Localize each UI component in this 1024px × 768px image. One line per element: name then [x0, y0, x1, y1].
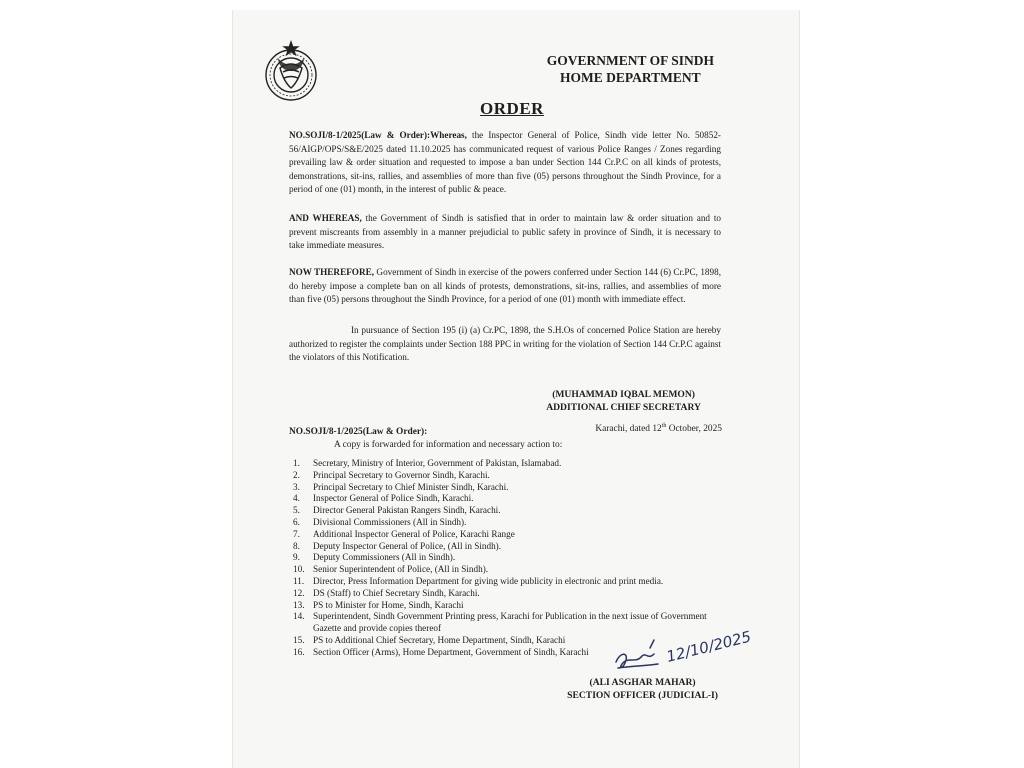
distribution-item-number: 7.: [293, 528, 300, 539]
letterhead-department: HOME DEPARTMENT: [560, 70, 701, 85]
distribution-item-text: Additional Inspector General of Police, Karachi Range: [313, 528, 515, 539]
signature-block-acs: [546, 389, 701, 414]
distribution-item-number: 15.: [293, 634, 305, 645]
distribution-item-text: Deputy Commissioners (All in Sindh).: [313, 552, 456, 563]
date-suffix: October, 2025: [666, 424, 722, 435]
distribution-item-text: Secretary, Ministry of Interior, Government of Pakistan, Islamabad.: [313, 458, 562, 468]
document-title: ORDER: [480, 99, 544, 118]
distribution-item-number: 16.: [293, 646, 305, 657]
signatory-name: (ALI ASGHAR MAHAR): [589, 677, 696, 688]
date-ordinal: th: [661, 423, 667, 429]
distribution-item-text: PS to Minister for Home, Sindh, Karachi: [313, 599, 464, 610]
copy-date: [595, 423, 722, 434]
distribution-item: [293, 493, 725, 505]
order-paragraph-and-whereas: [289, 212, 721, 253]
distribution-item-number: 6.: [293, 516, 300, 527]
copy-forwarded-intro: A copy is forwarded for information and necessary action to:: [334, 440, 563, 450]
distribution-item: [293, 482, 725, 494]
handwritten-date-text: 12/10/2025: [664, 627, 753, 666]
distribution-item-text: DS (Staff) to Chief Secretary Sindh, Karachi.: [313, 587, 480, 598]
distribution-item: [293, 458, 725, 470]
distribution-item-text: Principal Secretary to Chief Minister Sindh, Karachi.: [313, 481, 509, 492]
distribution-item-text: Section Officer (Arms), Home Department, Government of Sindh, Karachi: [313, 646, 589, 657]
order-paragraph-whereas: [289, 129, 721, 197]
distribution-item-number: 1.: [293, 458, 300, 468]
distribution-item-text: Deputy Inspector General of Police, (All in Sindh).: [313, 540, 502, 551]
date-prefix: Karachi, dated 12: [595, 424, 662, 435]
distribution-item-number: 5.: [293, 505, 300, 516]
distribution-item: [293, 470, 725, 482]
order-paragraph-text: the Inspector General of Police, Sindh vide letter No. 50852-56/AIGP/OPS/S&E/2025 dated 11.10.2025 has communicated request of various Police Ranges / Zones regarding prevailing law & order situation and requested to impose a ban under Section 144 Cr.P.C on all kinds of protests, demonstrations, sit-ins, rallies, and assemblies of more than five (05) persons throughout the Sindh Province, for a period of one (01) month, in the interest of public & peace.: [289, 130, 721, 195]
distribution-item-number: 10.: [293, 564, 305, 575]
order-reference-lead: NO.SOJI/8-1/2025(Law & Order):Whereas,: [289, 130, 467, 140]
handwritten-signature-date: [606, 626, 756, 682]
distribution-item: [293, 505, 725, 517]
now-therefore-lead: NOW THEREFORE,: [289, 267, 375, 277]
distribution-item-text: Inspector General of Police Sindh, Karachi.: [313, 493, 474, 504]
distribution-item-text: Principal Secretary to Governor Sindh, Karachi.: [313, 469, 490, 480]
copy-reference-number: NO.SOJI/8-1/2025(Law & Order):: [289, 427, 428, 437]
distribution-item-number: 14.: [293, 611, 305, 622]
order-paragraph-pursuance: In pursuance of Section 195 (i) (a) Cr.PC, 1898, the S.H.Os of concerned Police Station are hereby authorized to register the complaints under Section 188 PPC in writing for the violation of Section 144 Cr.P.C against the violators of this Notification.: [289, 325, 721, 363]
signatory-designation: SECTION OFFICER (JUDICIAL-I): [567, 689, 718, 701]
distribution-item: [293, 541, 725, 553]
sindh-government-seal-logo: [258, 38, 324, 104]
distribution-item-number: 3.: [293, 481, 300, 492]
signatory-name: (MUHAMMAD IQBAL MEMON): [552, 389, 696, 400]
order-paragraph-text: the Government of Sindh is satisfied that in order to maintain law & order situation and to prevent miscreants from assembly in a manner prejudicial to public safety in province of Sindh, it is necessary to take immediate measures.: [289, 213, 721, 251]
distribution-item: [293, 517, 725, 529]
distribution-item-number: 4.: [293, 493, 300, 504]
distribution-item: [293, 552, 725, 564]
signature-block-section-officer: [567, 677, 718, 702]
distribution-item-text: Senior Superintendent of Police, (All in Sindh).: [313, 564, 489, 575]
signatory-designation: ADDITIONAL CHIEF SECRETARY: [546, 401, 701, 413]
distribution-item: [293, 600, 725, 612]
distribution-item: [293, 529, 725, 541]
distribution-item-text: PS to Additional Chief Secretary, Home Department, Sindh, Karachi: [313, 634, 566, 645]
distribution-item-number: 12.: [293, 587, 305, 598]
distribution-item: [293, 564, 725, 576]
order-paragraph-now-therefore: [289, 266, 721, 307]
letterhead: [547, 52, 714, 86]
distribution-item-number: 13.: [293, 599, 305, 610]
distribution-item-number: 8.: [293, 540, 300, 551]
letterhead-government: GOVERNMENT OF SINDH: [546, 53, 714, 68]
and-whereas-lead: AND WHEREAS,: [289, 213, 362, 223]
distribution-item-text: Superintendent, Sindh Government Printing press, Karachi for Publication in the next issue of Government Gazette and provide copies thereof: [313, 611, 707, 634]
distribution-item-number: 9.: [293, 552, 300, 563]
distribution-item-number: 11.: [293, 575, 305, 586]
distribution-item-text: Director General Pakistan Rangers Sindh, Karachi.: [313, 505, 501, 516]
distribution-item-number: 2.: [293, 469, 300, 480]
distribution-item: [293, 576, 725, 588]
distribution-item-text: Director, Press Information Department for giving wide publicity in electronic and print media.: [313, 575, 664, 586]
order-paragraph-text: Government of Sindh in exercise of the powers conferred under Section 144 (6) Cr.PC, 1898, do hereby impose a complete ban on all kinds of protests, demonstrations, sit-ins, rallies, and assemblies of more than five (05) persons throughout the Sindh Province, for a period of one (01) month with immediate effect.: [289, 267, 721, 305]
distribution-item-text: Divisional Commissioners (All in Sindh).: [313, 516, 467, 527]
distribution-item: [293, 588, 725, 600]
